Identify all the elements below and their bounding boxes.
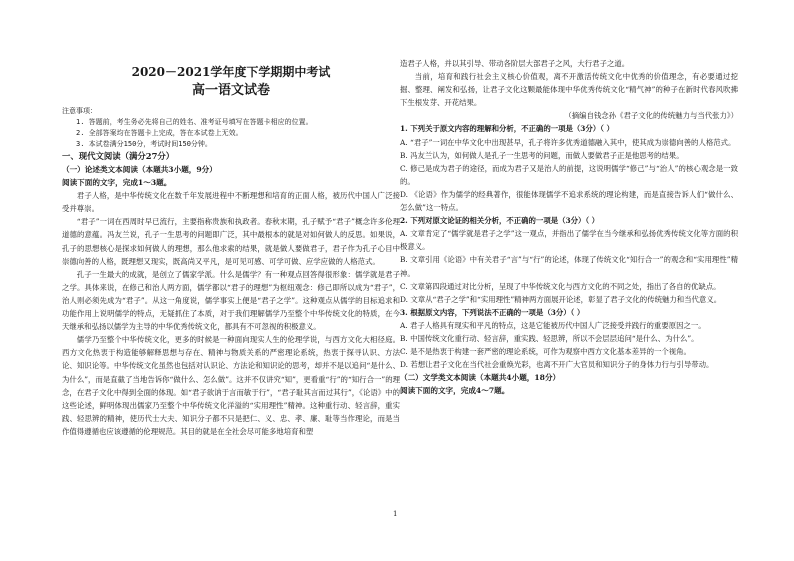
subsection-heading: （二）文学类文本阅读（本题共4小题，18分） (400, 373, 561, 383)
page-number: 1 (393, 510, 398, 518)
answer-option: B. 中国传统文化重行动、轻言辞，重实践、轻思辨，所以不会层层追问“是什么、为什么”。 (400, 333, 699, 343)
notes-item: 3. 本试卷满分150分，考试时间150分钟。 (76, 140, 212, 148)
answer-option: C. 修己是成为君子的途径，而成为君子又是治人的前提，这说明儒学“修己”与“治人”的核心观念是一致的。 (400, 163, 738, 186)
source-citation: （摘编自钱念孙《君子文化的传统魅力与当代张力》） (564, 111, 738, 121)
question-stem: 1. 下列关于原文内容的理解和分析，不正确的一项是（3分）（ ） (400, 124, 614, 134)
left-column (62, 56, 400, 438)
right-column (400, 57, 738, 397)
answer-option: C. 是不是热衷于构建一套严密的理论系统，可作为观察中西方文化基本差异的一个视角。 (400, 347, 691, 357)
paper-title: 高一语文试卷 (191, 83, 270, 98)
notes-block (62, 106, 400, 150)
question-stem: 3. 根据原文内容，下列说法不正确的一项是（3分）（ ） (400, 307, 585, 317)
notes-item: 2. 全部答案均在答题卡上完成，答在本试卷上无效。 (76, 129, 243, 137)
notes-item: 1. 答题前，考生务必先将自己的姓名、准考证号填写在答题卡相应的位置。 (76, 118, 313, 126)
answer-option: A. 文章肯定了“儒学就是君子之学”这一观点，并指出了儒学在当今继承和弘扬优秀传统文化等方面的积极意义。 (400, 229, 738, 252)
passage-paragraph: 儒学乃至整个中华传统文化，更多的时候是一种面向现实人生的伦理学说，与西方文化大相径庭。西方文化热衷于构造能够解释思想与存在、精神与物质关系的严密理论系统，热衷于探寻认识、方法论、知识论等。中华传统文化虽然也包括对认识论、方法论和知识论的思考，却并不是以追问“是什么、为什么”，而是直截了当地告诉你“做什么、怎么做”。这并不仅讲究“知”，更看重“行”的“知行合一”的理念，在君子文化中得到全面的体现。如“君子欲讷于言而敏于行”，“君子耻其言而过其行”，《论语》中的这些论述，鲜明体现出儒家乃至整个中华传统文化洋溢的“实用理性”精神。这种重行动、轻言辞，重实践、轻思辨的精神，使历代士大夫、知识分子都不只是把仁、义、忠、孝、廉、耻等当作理论，而是当作值得遵循也应该遵循的伦理规范。其目的就是在全社会尽可能多地培育和塑 (62, 335, 400, 436)
passage-paragraph: 君子人格，是中华传统文化在数千年发展进程中不断理想和培育的正面人格，被历代中国人广泛接受并尊崇。 (62, 191, 400, 214)
passage-paragraph: 当前，培育和践行社会主义核心价值观，离不开激活传统文化中优秀的价值理念，有必要通过挖掘、整理、阐发和弘扬，让君子文化这颗最能体现中华优秀传统文化“精气神”的种子在新时代春风吹拂下生根发芽、开花结果。 (400, 72, 738, 108)
passage-paragraph: 造君子人格，并以其引导、带动各阶层大部君子之风，大行君子之道。 (400, 59, 630, 68)
answer-option: D. 《论语》作为儒学的经典著作，很能体现儒学不追求系统的理论构建，而是直接告诉人们“做什么、怎么做”这一特点。 (400, 189, 738, 213)
exam-title: 2020－2021学年度下学期期中考试 (131, 65, 331, 79)
answer-option: D. 若想让君子文化在当代社会重焕光彩，也离不开广大官员和知识分子的身体力行与引导带动。 (400, 360, 714, 370)
reading-instruction: 阅读下面的文字，完成1～3题。 (62, 178, 172, 188)
answer-option: D. 文章从“君子之学”和“实用理性”精神两方面展开论述，彰显了君子文化的传统魅力和当代意义。 (400, 294, 722, 304)
notes-heading: 注意事项： (62, 107, 97, 115)
answer-option: A. “君子”一词在中华文化中出现甚早，孔子将许多优秀道德融入其中，使其成为崇德向善的人格范式。 (400, 137, 736, 147)
answer-option: A. 君子人格具有现实和平凡的特点，这是它能被历代中国人广泛接受并践行的重要原因之一。 (400, 320, 706, 330)
section-heading: 一、现代文阅读（满分27分） (62, 151, 175, 161)
question-stem: 2. 下列对原文论证的相关分析，不正确的一项是（3分）（ ） (400, 216, 600, 226)
passage-paragraph: “君子”一词在西周时早已流行，主要指称贵族和执政者。春秋末期，孔子赋予“君子”概念许多伦理道德的意蕴。冯友兰说，孔子一生思考的问题即广泛，其中最根本的就是对如何做人的反思。如果说，孔子的思想核心是探求如何做人的理想，那么他求索的结果，就是做人要做君子，君子作为孔子心目中崇德向善的人格，既理想又现实，既高尚又平凡，是可见可感、可学可做、应学应做的人格范式。 (62, 217, 400, 266)
reading-instruction: 阅读下面的文字，完成4～7题。 (400, 386, 510, 396)
answer-option: C. 文章第四段通过对比分析，呈现了中华传统文化与西方文化的不同之处，指出了各自的优缺点。 (400, 281, 721, 291)
answer-option: B. 冯友兰认为，如何做人是孔子一生思考的问题，而做人要做君子正是他思考的结果。 (400, 150, 684, 160)
passage-paragraph: 孔子一生最大的成就，是创立了儒家学派。什么是儒学？有一种观点回答得很形象：儒学就是君子之学。具体来说，在修己和治人两方面，儒学都以“君子的理想”为枢纽观念：修己即所以成为“君子”，治人则必须先成为“君子”。从这一角度说，儒学事实上便是“君子之学”。这种观点从儒学的目标追求和功能作用上说明儒学的特点，无疑抓住了本质，对于我们理解儒学乃至整个中华传统文化的特质，在今天继承和弘扬以儒学为主导的中华优秀传统文化，都具有不可忽视的积极意义。 (62, 269, 400, 332)
answer-option: B. 文章引用《论语》中有关君子“言”与“行”的论述，体现了传统文化“知行合一”的观念和“实用理性”精神。 (400, 255, 738, 278)
subsection-heading: （一）论述类文本阅读（本题共3小题，9分） (62, 165, 217, 174)
